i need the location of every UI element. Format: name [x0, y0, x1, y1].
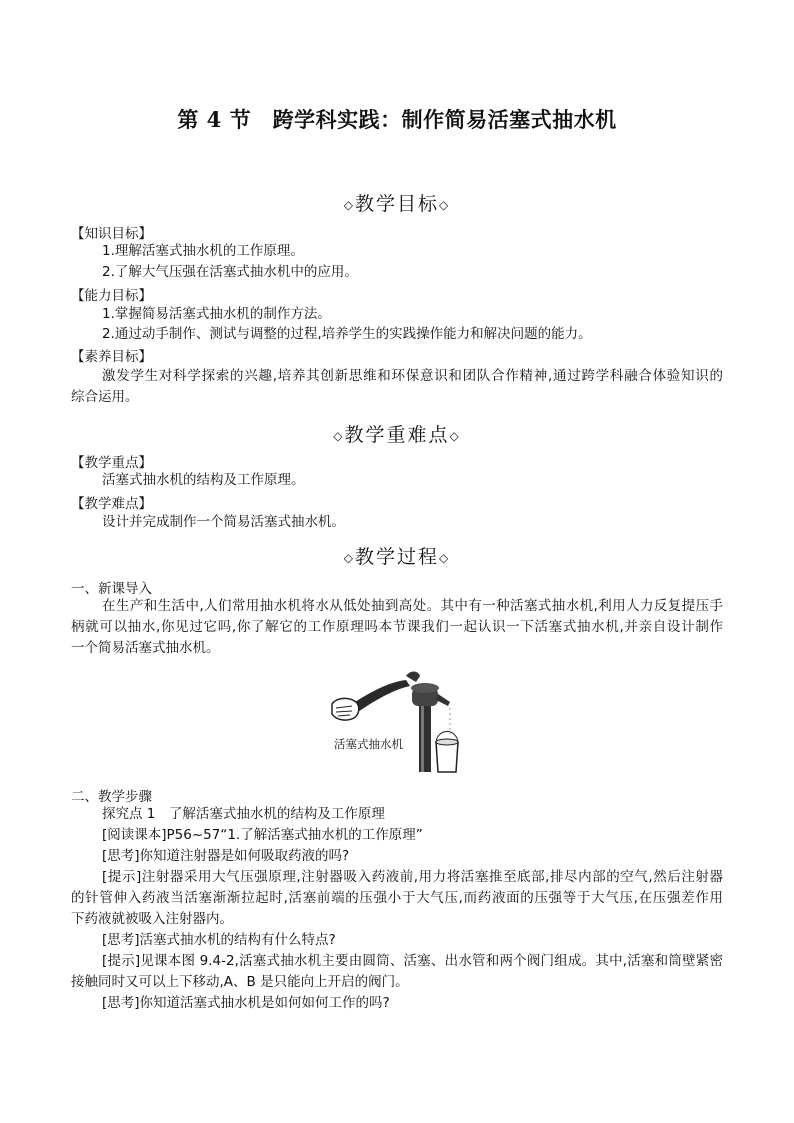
intro-text-3: 一个简易活塞式抽水机。: [71, 640, 220, 656]
focus-text: 活塞式抽水机的结构及工作原理。: [102, 472, 305, 488]
intro-text-2: 柄就可以抽水,你见过它吗,你了解它的工作原理吗本节课我们一起认识一下活塞式抽水机,并亲自设计制作: [71, 619, 723, 635]
knowledge-label: 【知识目标】: [71, 226, 152, 242]
knowledge-item-2: 2.了解大气压强在活塞式抽水机中的应用。: [102, 264, 358, 280]
think-3: [思考]你知道活塞式抽水机是如何如何工作的吗?: [102, 995, 390, 1011]
section-heading-text: 教学目标: [354, 193, 439, 215]
think-1: [思考]你知道注射器是如何吸取药液的吗?: [102, 848, 350, 864]
difficulty-text: 设计并完成制作一个简易活塞式抽水机。: [102, 514, 345, 530]
diamond-icon: ◇: [449, 429, 461, 443]
diamond-icon: ◇: [343, 198, 355, 212]
hint-1-line-2: 的针管伸入药液当活塞渐渐拉起时,活塞前端的压强小于大气压,而药液面的压强等于大气压,在压强差作用: [71, 890, 723, 906]
diamond-icon: ◇: [439, 551, 451, 565]
pump-figure: [326, 664, 466, 776]
hint-2-line-1: [提示]见课本图 9.4-2,活塞式抽水机主要由圆筒、活塞、出水管和两个阀门组成。其中,活塞和筒壁紧密: [102, 953, 723, 969]
intro-heading: 一、新课导入: [71, 581, 152, 597]
hint-1-line-1: [提示]注射器采用大气压强原理,注射器吸入药液前,用力将活塞推至底部,排尽内部的空气,然后注射器: [102, 869, 723, 885]
diamond-icon: ◇: [343, 551, 355, 565]
section-heading-text: 教学重难点: [344, 424, 450, 446]
section-heading-process: [0, 542, 794, 569]
focus-label: 【教学重点】: [71, 455, 152, 471]
hint-1-line-3: 下药液就被吸入注射器内。: [71, 911, 233, 927]
literacy-label: 【素养目标】: [71, 349, 152, 365]
diamond-icon: ◇: [333, 429, 345, 443]
think-2: [思考]活塞式抽水机的结构有什么特点?: [102, 932, 336, 948]
piston-pump-illustration: [326, 664, 466, 776]
literacy-text-1: 激发学生对科学探索的兴趣,培养其创新思维和环保意识和团队合作精神,通过跨学科融合体验知识的: [102, 368, 723, 384]
figure-caption: 活塞式抽水机: [334, 737, 403, 751]
steps-heading: 二、教学步骤: [71, 789, 152, 805]
section-heading-objectives: [0, 189, 794, 216]
ability-item-2: 2.通过动手制作、测试与调整的过程,培养学生的实践操作能力和解决问题的能力。: [102, 326, 592, 342]
read-textbook-1: [阅读课本]P56~57“1.了解活塞式抽水机的工作原理”: [102, 827, 423, 843]
intro-text-1: 在生产和生活中,人们常用抽水机将水从低处抽到高处。其中有一种活塞式抽水机,利用人力反复提压手: [102, 598, 723, 614]
section-heading-keypoints: [0, 420, 794, 447]
hint-2-line-2: 接触同时又可以上下移动,A、B 是只能向上开启的阀门。: [71, 974, 409, 990]
ability-label: 【能力目标】: [71, 288, 152, 304]
section-heading-text: 教学过程: [354, 546, 439, 568]
page-title: 第 4 节 跨学科实践：制作简易活塞式抽水机: [177, 107, 617, 132]
ability-item-1: 1.掌握简易活塞式抽水机的制作方法。: [102, 306, 331, 322]
explore-point-1: 探究点 1 了解活塞式抽水机的结构及工作原理: [102, 806, 385, 822]
difficulty-label: 【教学难点】: [71, 496, 152, 512]
diamond-icon: ◇: [439, 198, 451, 212]
literacy-text-2: 综合运用。: [71, 389, 139, 405]
knowledge-item-1: 1.理解活塞式抽水机的工作原理。: [102, 243, 304, 259]
